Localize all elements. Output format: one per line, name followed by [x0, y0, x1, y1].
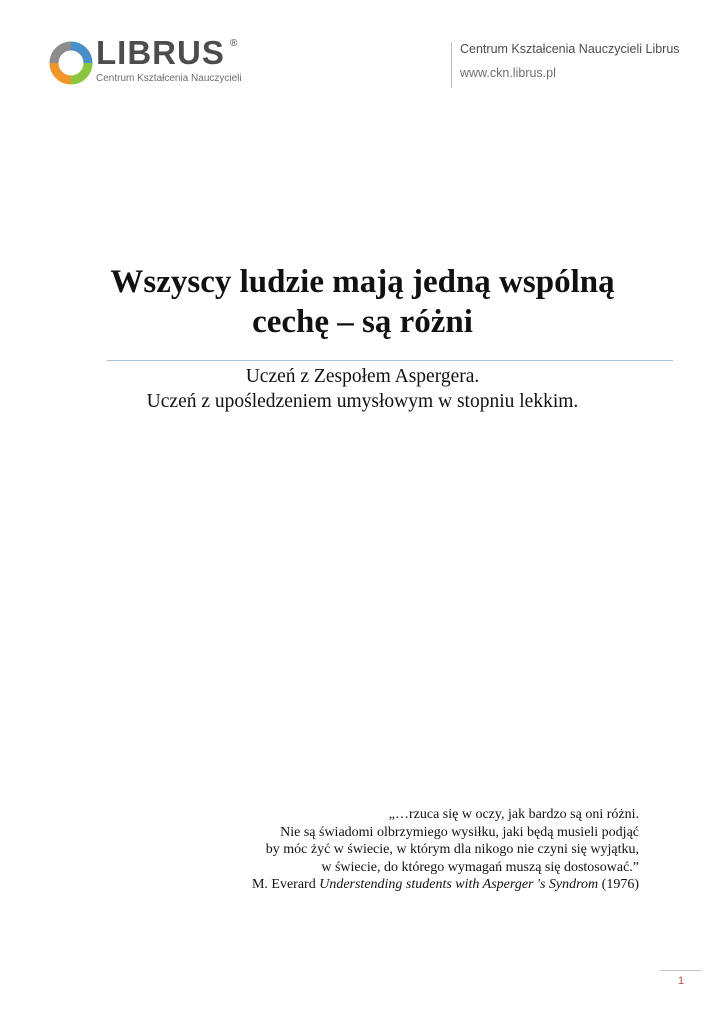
quote-year: (1976) — [601, 877, 639, 893]
document-header — [0, 0, 725, 110]
logo-subtitle: Centrum Kształcenia Nauczycieli — [96, 73, 242, 84]
header-divider — [451, 42, 452, 88]
quote-line-1: „…rzuca się w oczy, jak bardzo są oni różni. — [388, 807, 639, 822]
quote-line-4: w świecie, do którego wymagań muszą się dostosować.” — [321, 859, 639, 875]
subtitle-line-1: Uczeń z Zespołem Aspergera. — [245, 366, 480, 387]
logo-wordmark: LIBRUS — [96, 34, 225, 71]
document-title — [0, 262, 725, 342]
subtitle-line-2: Uczeń z upośledzeniem umysłowym w stopniu lekkim. — [146, 391, 579, 412]
page-number-rule — [660, 970, 702, 971]
title-rule — [107, 360, 673, 361]
title-line-1: Wszyscy ludzie mają jedną wspólną — [110, 264, 615, 300]
quote-line-3: by móc żyć w świecie, w którym dla nikogo nie czyni się wyjątku, — [265, 842, 639, 858]
quote-book-title: Understending students with Asperger 's Syndrom — [319, 877, 599, 893]
header-org-name: Centrum Kształcenia Nauczycieli Librus — [460, 42, 680, 56]
header-url: www.ckn.librus.pl — [460, 66, 556, 80]
registered-mark: ® — [230, 38, 238, 49]
quote-attribution — [252, 876, 639, 894]
document-subtitles — [0, 364, 725, 414]
quote-author: M. Everard — [251, 877, 316, 893]
quote-line-2: Nie są świadomi olbrzymiego wysiłku, jaki będą musieli podjąć — [280, 824, 639, 840]
librus-logo-icon — [48, 40, 94, 86]
page-number: 1 — [677, 975, 685, 987]
title-line-2: cechę – są różni — [252, 304, 473, 340]
epigraph-quote — [252, 806, 639, 894]
